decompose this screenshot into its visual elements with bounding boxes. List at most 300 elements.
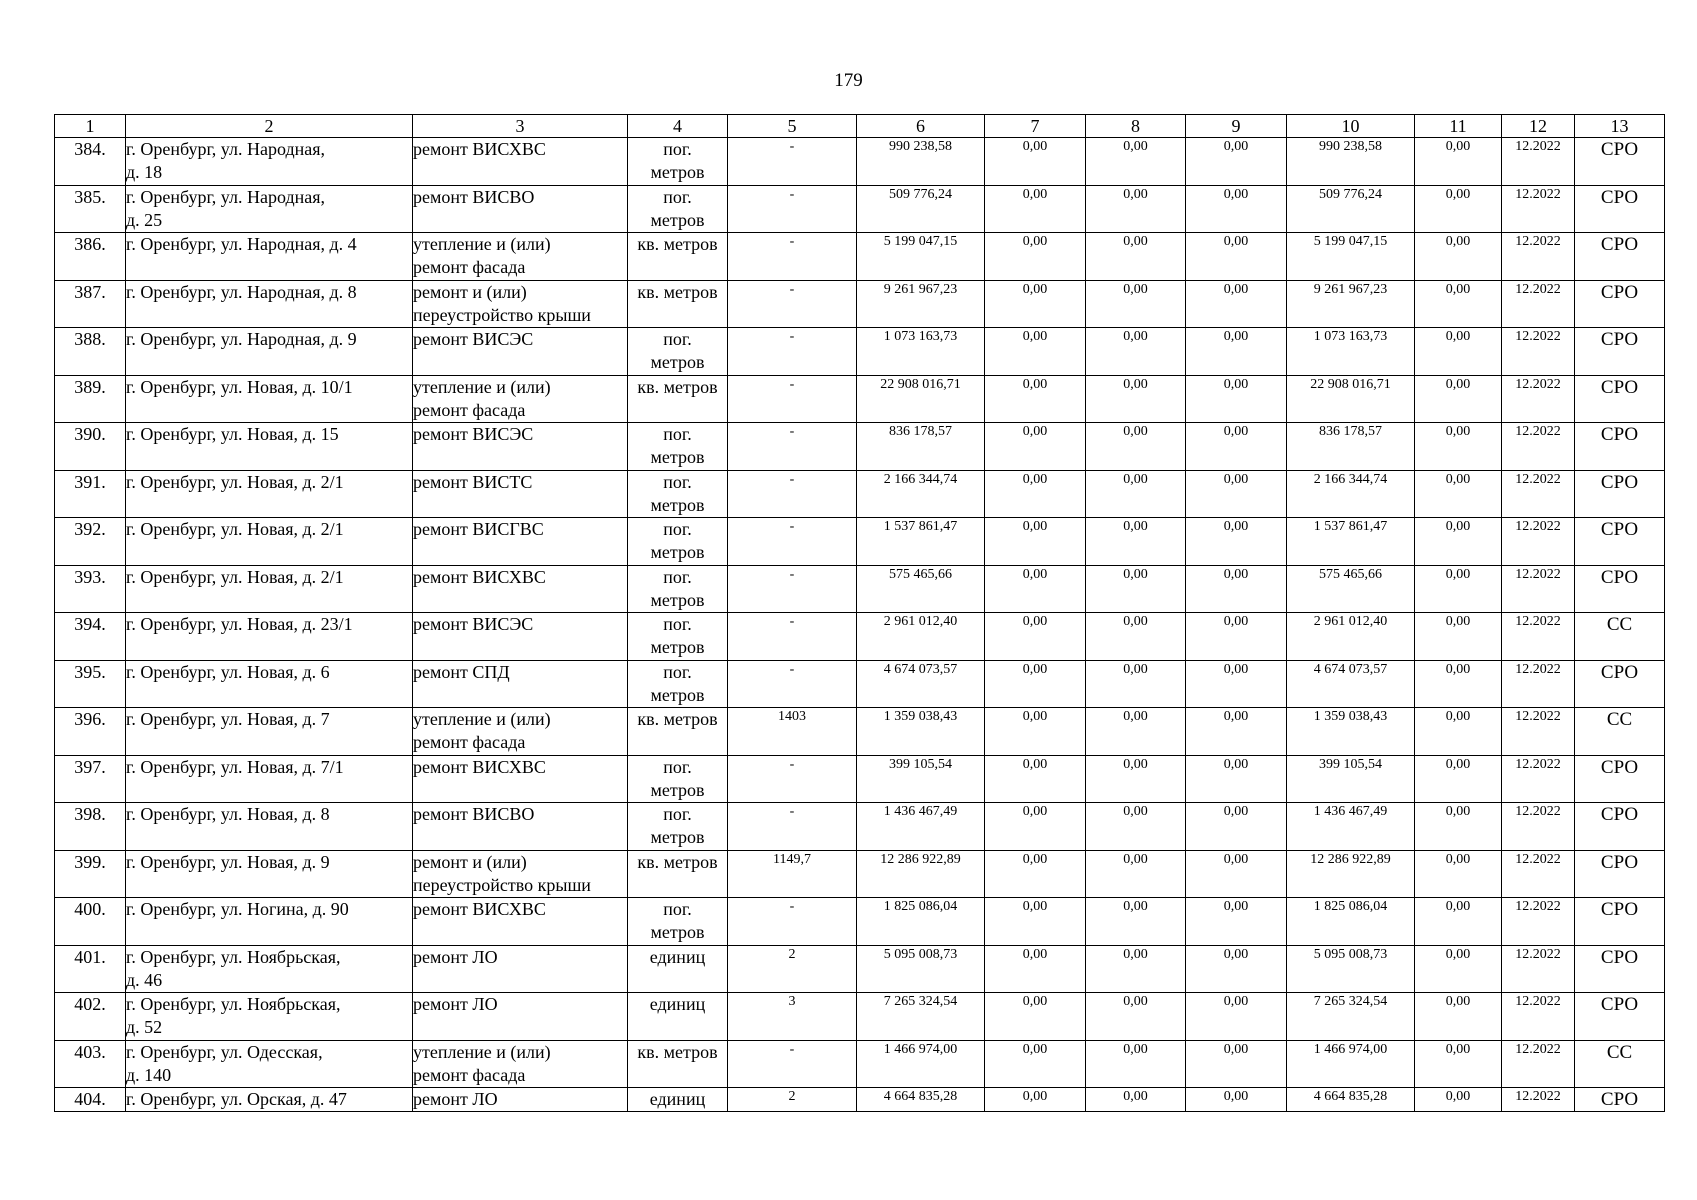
row-number: 390. [55, 423, 126, 471]
table-row [55, 1088, 1665, 1112]
address-cell: г. Оренбург, ул. Новая, д. 2/1 [126, 470, 413, 518]
value-cell: 0,00 [1186, 280, 1287, 328]
work-type-cell: ремонт ВИСХВС [413, 565, 628, 613]
row-number: 393. [55, 565, 126, 613]
value-cell: 0,00 [1415, 423, 1502, 471]
cost-cell: 399 105,54 [857, 755, 985, 803]
page-number: 179 [834, 70, 863, 91]
column-header: 3 [413, 115, 628, 138]
quantity-cell: - [728, 328, 857, 376]
funding-source-cell: СРО [1575, 280, 1665, 328]
cost-cell: 1 073 163,73 [857, 328, 985, 376]
funding-source-cell: СРО [1575, 850, 1665, 898]
value-cell: 0,00 [985, 945, 1086, 993]
row-number: 401. [55, 945, 126, 993]
completion-date-cell: 12.2022 [1502, 708, 1575, 756]
address-cell: г. Оренбург, ул. Новая, д. 15 [126, 423, 413, 471]
funding-source-cell: СРО [1575, 518, 1665, 566]
value-cell: 0,00 [1086, 1088, 1186, 1112]
cost-cell: 1 537 861,47 [857, 518, 985, 566]
value-cell: 0,00 [1415, 613, 1502, 661]
table-row [55, 138, 1665, 186]
address-cell: г. Оренбург, ул. Народная, д. 25 [126, 185, 413, 233]
total-cell: 7 265 324,54 [1287, 993, 1415, 1041]
total-cell: 1 359 038,43 [1287, 708, 1415, 756]
cost-cell: 2 961 012,40 [857, 613, 985, 661]
table-row [55, 328, 1665, 376]
table-body [55, 138, 1665, 1112]
completion-date-cell: 12.2022 [1502, 280, 1575, 328]
value-cell: 0,00 [1415, 660, 1502, 708]
completion-date-cell: 12.2022 [1502, 945, 1575, 993]
total-cell: 1 825 086,04 [1287, 898, 1415, 946]
value-cell: 0,00 [985, 850, 1086, 898]
funding-source-cell: СРО [1575, 945, 1665, 993]
value-cell: 0,00 [1415, 708, 1502, 756]
work-type-cell: ремонт ВИСХВС [413, 755, 628, 803]
total-cell: 2 166 344,74 [1287, 470, 1415, 518]
address-cell: г. Оренбург, ул. Новая, д. 2/1 [126, 518, 413, 566]
value-cell: 0,00 [1086, 993, 1186, 1041]
work-type-cell: ремонт ЛО [413, 1088, 628, 1112]
value-cell: 0,00 [1186, 185, 1287, 233]
work-type-cell: ремонт ВИСВО [413, 803, 628, 851]
value-cell: 0,00 [1415, 328, 1502, 376]
table-row [55, 1040, 1665, 1088]
total-cell: 4 674 073,57 [1287, 660, 1415, 708]
row-number: 384. [55, 138, 126, 186]
address-cell: г. Оренбург, ул. Новая, д. 8 [126, 803, 413, 851]
completion-date-cell: 12.2022 [1502, 233, 1575, 281]
cost-cell: 5 199 047,15 [857, 233, 985, 281]
table-row [55, 613, 1665, 661]
cost-cell: 2 166 344,74 [857, 470, 985, 518]
funding-source-cell: СРО [1575, 470, 1665, 518]
row-number: 385. [55, 185, 126, 233]
column-header: 5 [728, 115, 857, 138]
value-cell: 0,00 [1186, 565, 1287, 613]
value-cell: 0,00 [1415, 138, 1502, 186]
unit-cell: кв. метров [628, 850, 728, 898]
quantity-cell: - [728, 375, 857, 423]
value-cell: 0,00 [1086, 1040, 1186, 1088]
total-cell: 399 105,54 [1287, 755, 1415, 803]
value-cell: 0,00 [1186, 375, 1287, 423]
quantity-cell: - [728, 423, 857, 471]
value-cell: 0,00 [1415, 945, 1502, 993]
completion-date-cell: 12.2022 [1502, 565, 1575, 613]
funding-source-cell: СРО [1575, 138, 1665, 186]
value-cell: 0,00 [985, 613, 1086, 661]
completion-date-cell: 12.2022 [1502, 660, 1575, 708]
value-cell: 0,00 [985, 470, 1086, 518]
value-cell: 0,00 [985, 1088, 1086, 1112]
work-type-cell: ремонт ВИСЭС [413, 328, 628, 376]
row-number: 400. [55, 898, 126, 946]
address-cell: г. Оренбург, ул. Ноябрьская, д. 46 [126, 945, 413, 993]
table-row [55, 708, 1665, 756]
total-cell: 4 664 835,28 [1287, 1088, 1415, 1112]
unit-cell: пог. метров [628, 898, 728, 946]
column-header: 10 [1287, 115, 1415, 138]
row-number: 386. [55, 233, 126, 281]
row-number: 399. [55, 850, 126, 898]
unit-cell: пог. метров [628, 328, 728, 376]
row-number: 387. [55, 280, 126, 328]
value-cell: 0,00 [985, 708, 1086, 756]
value-cell: 0,00 [1186, 328, 1287, 376]
total-cell: 575 465,66 [1287, 565, 1415, 613]
row-number: 396. [55, 708, 126, 756]
table-row [55, 945, 1665, 993]
funding-source-cell: СРО [1575, 898, 1665, 946]
row-number: 392. [55, 518, 126, 566]
row-number: 394. [55, 613, 126, 661]
address-cell: г. Оренбург, ул. Новая, д. 7/1 [126, 755, 413, 803]
quantity-cell: - [728, 898, 857, 946]
value-cell: 0,00 [1186, 993, 1287, 1041]
value-cell: 0,00 [1415, 470, 1502, 518]
unit-cell: пог. метров [628, 185, 728, 233]
address-cell: г. Оренбург, ул. Орская, д. 47 [126, 1088, 413, 1112]
row-number: 404. [55, 1088, 126, 1112]
work-type-cell: ремонт ВИСЭС [413, 613, 628, 661]
completion-date-cell: 12.2022 [1502, 518, 1575, 566]
unit-cell: пог. метров [628, 565, 728, 613]
value-cell: 0,00 [1186, 945, 1287, 993]
value-cell: 0,00 [1186, 755, 1287, 803]
table-row [55, 850, 1665, 898]
value-cell: 0,00 [1086, 565, 1186, 613]
funding-source-cell: СРО [1575, 375, 1665, 423]
funding-source-cell: СС [1575, 708, 1665, 756]
column-number-header [55, 115, 1665, 138]
table-row [55, 185, 1665, 233]
value-cell: 0,00 [985, 328, 1086, 376]
address-cell: г. Оренбург, ул. Одесская, д. 140 [126, 1040, 413, 1088]
completion-date-cell: 12.2022 [1502, 993, 1575, 1041]
value-cell: 0,00 [985, 755, 1086, 803]
work-type-cell: утепление и (или) ремонт фасада [413, 375, 628, 423]
value-cell: 0,00 [1086, 233, 1186, 281]
total-cell: 12 286 922,89 [1287, 850, 1415, 898]
cost-cell: 509 776,24 [857, 185, 985, 233]
value-cell: 0,00 [1415, 898, 1502, 946]
unit-cell: пог. метров [628, 803, 728, 851]
completion-date-cell: 12.2022 [1502, 423, 1575, 471]
unit-cell: пог. метров [628, 138, 728, 186]
total-cell: 2 961 012,40 [1287, 613, 1415, 661]
unit-cell: кв. метров [628, 1040, 728, 1088]
total-cell: 22 908 016,71 [1287, 375, 1415, 423]
cost-cell: 22 908 016,71 [857, 375, 985, 423]
value-cell: 0,00 [1415, 993, 1502, 1041]
funding-source-cell: СРО [1575, 185, 1665, 233]
value-cell: 0,00 [1086, 660, 1186, 708]
repair-register-table [54, 114, 1665, 1112]
value-cell: 0,00 [1415, 850, 1502, 898]
work-type-cell: ремонт ВИСХВС [413, 898, 628, 946]
quantity-cell: - [728, 803, 857, 851]
quantity-cell: - [728, 518, 857, 566]
cost-cell: 7 265 324,54 [857, 993, 985, 1041]
value-cell: 0,00 [1415, 233, 1502, 281]
column-header: 1 [55, 115, 126, 138]
unit-cell: единиц [628, 993, 728, 1041]
total-cell: 5 095 008,73 [1287, 945, 1415, 993]
value-cell: 0,00 [1186, 898, 1287, 946]
funding-source-cell: СРО [1575, 423, 1665, 471]
work-type-cell: ремонт СПД [413, 660, 628, 708]
cost-cell: 12 286 922,89 [857, 850, 985, 898]
quantity-cell: 1149,7 [728, 850, 857, 898]
total-cell: 5 199 047,15 [1287, 233, 1415, 281]
quantity-cell: - [728, 755, 857, 803]
value-cell: 0,00 [1186, 518, 1287, 566]
cost-cell: 4 664 835,28 [857, 1088, 985, 1112]
value-cell: 0,00 [1086, 185, 1186, 233]
value-cell: 0,00 [1086, 375, 1186, 423]
column-header: 6 [857, 115, 985, 138]
value-cell: 0,00 [1415, 755, 1502, 803]
work-type-cell: ремонт ВИСХВС [413, 138, 628, 186]
funding-source-cell: СС [1575, 1040, 1665, 1088]
completion-date-cell: 12.2022 [1502, 1088, 1575, 1112]
funding-source-cell: СРО [1575, 233, 1665, 281]
total-cell: 509 776,24 [1287, 185, 1415, 233]
total-cell: 1 537 861,47 [1287, 518, 1415, 566]
table-row [55, 518, 1665, 566]
value-cell: 0,00 [1186, 1040, 1287, 1088]
cost-cell: 4 674 073,57 [857, 660, 985, 708]
quantity-cell: - [728, 470, 857, 518]
value-cell: 0,00 [1086, 755, 1186, 803]
work-type-cell: ремонт и (или) переустройство крыши [413, 850, 628, 898]
quantity-cell: - [728, 660, 857, 708]
value-cell: 0,00 [1186, 470, 1287, 518]
value-cell: 0,00 [1415, 375, 1502, 423]
value-cell: 0,00 [985, 138, 1086, 186]
quantity-cell: - [728, 233, 857, 281]
cost-cell: 1 825 086,04 [857, 898, 985, 946]
funding-source-cell: СРО [1575, 993, 1665, 1041]
column-header: 8 [1086, 115, 1186, 138]
quantity-cell: - [728, 1040, 857, 1088]
address-cell: г. Оренбург, ул. Народная, д. 8 [126, 280, 413, 328]
value-cell: 0,00 [1086, 518, 1186, 566]
cost-cell: 1 359 038,43 [857, 708, 985, 756]
value-cell: 0,00 [985, 518, 1086, 566]
table-row [55, 470, 1665, 518]
unit-cell: единиц [628, 945, 728, 993]
total-cell: 1 073 163,73 [1287, 328, 1415, 376]
quantity-cell: - [728, 185, 857, 233]
unit-cell: единиц [628, 1088, 728, 1112]
value-cell: 0,00 [985, 280, 1086, 328]
value-cell: 0,00 [1415, 803, 1502, 851]
table-row [55, 803, 1665, 851]
value-cell: 0,00 [1186, 850, 1287, 898]
value-cell: 0,00 [985, 898, 1086, 946]
unit-cell: кв. метров [628, 375, 728, 423]
value-cell: 0,00 [985, 185, 1086, 233]
quantity-cell: - [728, 280, 857, 328]
value-cell: 0,00 [985, 565, 1086, 613]
value-cell: 0,00 [1086, 803, 1186, 851]
table-row [55, 660, 1665, 708]
work-type-cell: утепление и (или) ремонт фасада [413, 1040, 628, 1088]
funding-source-cell: СРО [1575, 660, 1665, 708]
column-header: 11 [1415, 115, 1502, 138]
quantity-cell: - [728, 138, 857, 186]
quantity-cell: - [728, 565, 857, 613]
total-cell: 1 436 467,49 [1287, 803, 1415, 851]
completion-date-cell: 12.2022 [1502, 613, 1575, 661]
address-cell: г. Оренбург, ул. Ногина, д. 90 [126, 898, 413, 946]
value-cell: 0,00 [985, 993, 1086, 1041]
completion-date-cell: 12.2022 [1502, 755, 1575, 803]
funding-source-cell: СРО [1575, 1088, 1665, 1112]
value-cell: 0,00 [1415, 185, 1502, 233]
unit-cell: пог. метров [628, 755, 728, 803]
value-cell: 0,00 [1086, 470, 1186, 518]
work-type-cell: ремонт ЛО [413, 945, 628, 993]
column-header: 2 [126, 115, 413, 138]
row-number: 389. [55, 375, 126, 423]
value-cell: 0,00 [1086, 613, 1186, 661]
table-row [55, 898, 1665, 946]
address-cell: г. Оренбург, ул. Новая, д. 6 [126, 660, 413, 708]
funding-source-cell: СРО [1575, 803, 1665, 851]
address-cell: г. Оренбург, ул. Новая, д. 23/1 [126, 613, 413, 661]
table-row [55, 280, 1665, 328]
funding-source-cell: СРО [1575, 565, 1665, 613]
row-number: 403. [55, 1040, 126, 1088]
completion-date-cell: 12.2022 [1502, 185, 1575, 233]
value-cell: 0,00 [1086, 708, 1186, 756]
value-cell: 0,00 [1186, 660, 1287, 708]
value-cell: 0,00 [1415, 518, 1502, 566]
table-row [55, 423, 1665, 471]
total-cell: 836 178,57 [1287, 423, 1415, 471]
cost-cell: 836 178,57 [857, 423, 985, 471]
quantity-cell: 2 [728, 1088, 857, 1112]
address-cell: г. Оренбург, ул. Новая, д. 9 [126, 850, 413, 898]
funding-source-cell: СРО [1575, 755, 1665, 803]
row-number: 397. [55, 755, 126, 803]
completion-date-cell: 12.2022 [1502, 138, 1575, 186]
unit-cell: пог. метров [628, 470, 728, 518]
work-type-cell: утепление и (или) ремонт фасада [413, 708, 628, 756]
table-row [55, 565, 1665, 613]
row-number: 402. [55, 993, 126, 1041]
cost-cell: 1 436 467,49 [857, 803, 985, 851]
value-cell: 0,00 [1186, 1088, 1287, 1112]
column-header: 12 [1502, 115, 1575, 138]
value-cell: 0,00 [1186, 708, 1287, 756]
address-cell: г. Оренбург, ул. Народная, д. 18 [126, 138, 413, 186]
value-cell: 0,00 [1415, 280, 1502, 328]
row-number: 391. [55, 470, 126, 518]
table-row [55, 375, 1665, 423]
completion-date-cell: 12.2022 [1502, 898, 1575, 946]
column-header: 4 [628, 115, 728, 138]
total-cell: 990 238,58 [1287, 138, 1415, 186]
quantity-cell: - [728, 613, 857, 661]
value-cell: 0,00 [1186, 138, 1287, 186]
value-cell: 0,00 [985, 375, 1086, 423]
row-number: 398. [55, 803, 126, 851]
value-cell: 0,00 [1186, 423, 1287, 471]
address-cell: г. Оренбург, ул. Народная, д. 4 [126, 233, 413, 281]
table-row [55, 755, 1665, 803]
completion-date-cell: 12.2022 [1502, 328, 1575, 376]
cost-cell: 5 095 008,73 [857, 945, 985, 993]
work-type-cell: ремонт ЛО [413, 993, 628, 1041]
address-cell: г. Оренбург, ул. Новая, д. 2/1 [126, 565, 413, 613]
value-cell: 0,00 [1186, 803, 1287, 851]
quantity-cell: 3 [728, 993, 857, 1041]
value-cell: 0,00 [985, 233, 1086, 281]
cost-cell: 990 238,58 [857, 138, 985, 186]
table-row [55, 993, 1665, 1041]
value-cell: 0,00 [1086, 138, 1186, 186]
cost-cell: 575 465,66 [857, 565, 985, 613]
value-cell: 0,00 [1086, 328, 1186, 376]
total-cell: 9 261 967,23 [1287, 280, 1415, 328]
unit-cell: кв. метров [628, 233, 728, 281]
unit-cell: кв. метров [628, 280, 728, 328]
unit-cell: пог. метров [628, 423, 728, 471]
value-cell: 0,00 [1086, 423, 1186, 471]
value-cell: 0,00 [1415, 565, 1502, 613]
address-cell: г. Оренбург, ул. Народная, д. 9 [126, 328, 413, 376]
value-cell: 0,00 [985, 660, 1086, 708]
total-cell: 1 466 974,00 [1287, 1040, 1415, 1088]
quantity-cell: 1403 [728, 708, 857, 756]
value-cell: 0,00 [1086, 945, 1186, 993]
column-header: 9 [1186, 115, 1287, 138]
value-cell: 0,00 [985, 803, 1086, 851]
value-cell: 0,00 [1415, 1088, 1502, 1112]
value-cell: 0,00 [985, 423, 1086, 471]
address-cell: г. Оренбург, ул. Новая, д. 7 [126, 708, 413, 756]
funding-source-cell: СРО [1575, 328, 1665, 376]
column-header: 7 [985, 115, 1086, 138]
completion-date-cell: 12.2022 [1502, 375, 1575, 423]
address-cell: г. Оренбург, ул. Новая, д. 10/1 [126, 375, 413, 423]
completion-date-cell: 12.2022 [1502, 1040, 1575, 1088]
row-number: 388. [55, 328, 126, 376]
row-number: 395. [55, 660, 126, 708]
cost-cell: 1 466 974,00 [857, 1040, 985, 1088]
work-type-cell: ремонт ВИСВО [413, 185, 628, 233]
value-cell: 0,00 [1086, 850, 1186, 898]
cost-cell: 9 261 967,23 [857, 280, 985, 328]
completion-date-cell: 12.2022 [1502, 470, 1575, 518]
unit-cell: пог. метров [628, 660, 728, 708]
work-type-cell: ремонт и (или) переустройство крыши [413, 280, 628, 328]
column-header: 13 [1575, 115, 1665, 138]
value-cell: 0,00 [1086, 898, 1186, 946]
work-type-cell: ремонт ВИСГВС [413, 518, 628, 566]
value-cell: 0,00 [985, 1040, 1086, 1088]
value-cell: 0,00 [1086, 280, 1186, 328]
value-cell: 0,00 [1415, 1040, 1502, 1088]
unit-cell: пог. метров [628, 518, 728, 566]
value-cell: 0,00 [1186, 233, 1287, 281]
table-row [55, 233, 1665, 281]
